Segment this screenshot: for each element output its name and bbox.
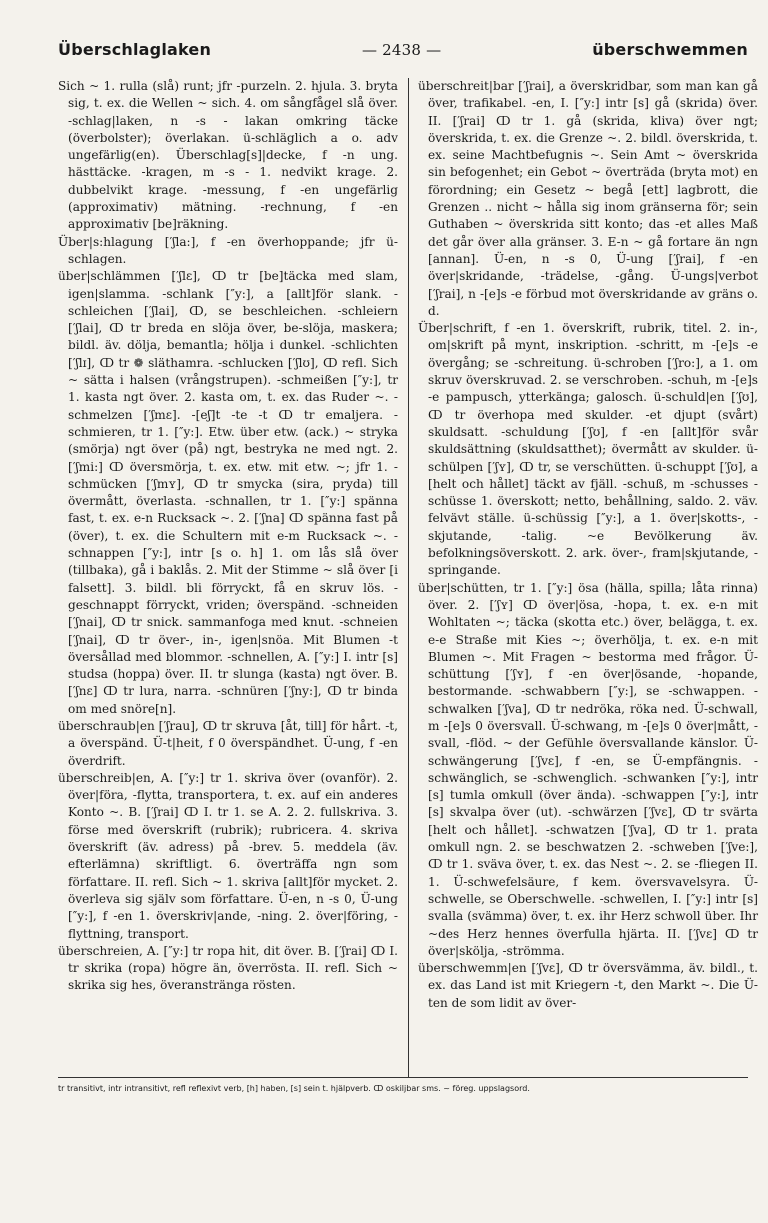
footer-divider — [58, 1077, 748, 1078]
dictionary-entry: Über|schrift, f -en 1. överskrift, rubrik, titel. 2. in-, om|skrift på mynt, inskription. -schritt, m -[e]s -e övergång; se -schreitung. ü-schroben [′ʃro:], a 1. om skruv överskruvad. 2. se verschroben. -schuh, m -[e]s -e pampusch, ytterkänga; galosch. ü-schuld|en [′ʃʊ], ↀ tr överhopa med skulder. -et djupt (svårt) skuldsatt. -schuldung [′ʃʊ], f -en [allt]för svår skuldsättning (skuldsatthet); övermått av skulder. ü-schülpen [′ʃʏ], ↀ tr, se verschütten. ü-schuppt [′ʃʊ], a [helt och hållet] täckt av fjäll. -schuß, m -schusses -schüsse 1. överskott; netto, behållning, saldo. 2. väv. felvävt ställe. ü-schüssig [″y:], a 1. över|skotts-, -skjutande, -talig. ~e Bevölkerung äv. befolkningsöverskott. 2. ark. över-, fram|skjutande, -springande. — [418, 321, 758, 578]
left-column — [58, 78, 398, 995]
header-first-word: Überschlaglaken — [58, 40, 212, 59]
page-number: — 2438 — — [361, 41, 442, 59]
page-header — [58, 40, 748, 59]
abbreviation-legend: tr transitivt, intr intransitivt, refl reflexivt verb, [h] haben, [s] sein t. hjälpverb. ↀ oskiljbar sms. ~ föreg. uppslagsord. — [58, 1084, 530, 1093]
right-column — [418, 78, 758, 1012]
column-divider — [408, 78, 409, 1078]
dictionary-page — [58, 40, 758, 1093]
dictionary-entry: Sich ~ 1. rulla (slå) runt; jfr -purzeln. 2. hjula. 3. bryta sig, t. ex. die Wellen ~ sich. 4. om sångfågel slå över. -schlag|laken, n -s - lakan omkring täcke (överbolster); överlakan. ü-schläglich a o. adv ungefärlig(en). Überschlag[s]|decke, f -n ung. hästtäcke. -kragen, m -s - 1. nedvikt krage. 2. dubbelvikt krage. -messung, f -en ungefärlig (approximativ) mätning. -rechnung, f -en approximativ [be]räkning. — [58, 79, 398, 232]
header-last-word: überschwemmen — [592, 40, 748, 59]
dictionary-entry: überschreib|en, A. [″y:] tr 1. skriva över (ovanför). 2. över|föra, -flytta, transportera, t. ex. auf ein anderes Konto ~. B. [′ʃrai] ↀ I. tr 1. se A. 2. 2. fullskriva. 3. förse med överskrift (rubrik); rubricera. 4. skriva överskrift (äv. adress) på -brev. 5. meddela (äv. efterlämna) skriftligt. 6. överträffa ngn som författare. II. refl. Sich ~ 1. skriva [allt]för mycket. 2. överleva sig själv som författare. Ü-en, n -s 0, Ü-ung [″y:], f -en 1. överskriv|ande, -ning. 2. över|föring, -flyttning, transport. — [58, 770, 398, 941]
two-column-body — [58, 78, 758, 1078]
dictionary-entry: überschraub|en [′ʃrau], ↀ tr skruva [åt, till] för hårt. -t, a överspänd. Ü-t|heit, f 0 överspändhet. Ü-ung, f -en överdrift. — [58, 718, 398, 768]
dictionary-entry: über|schlämmen [′ʃlɛ], ↀ tr [be]täcka med slam, igen|slamma. -schlank [″y:], a [allt]för slank. -schleichen [′ʃlai], ↀ, se beschleichen. -schleiern [′ʃlai], ↀ tr breda en slöja över, be-slöja, maskera; bildl. äv. dölja, bemantla; hölja i dunkel. -schlichten [′ʃlɪ], ↀ tr ❁ släthamra. -schlucken [′ʃlʊ], ↀ refl. Sich ~ sätta i halsen (vrångstrupen). -schmeißen [″y:], tr 1. kasta ngt över. 2. kasta om, t. ex. das Ruder ~. -schmelzen [′ʃmɛ]. -[eʃ]t -te -t ↀ tr emaljera. -schmieren, tr 1. [″y:]. Etw. über etw. (ack.) ~ stryka (smörja) ngt över (på) ngt, bestryka ne med ngt. 2. [′ʃmi:] ↀ översmörja, t. ex. etw. mit etw. ~; jfr 1. -schmücken [′ʃmʏ], ↀ tr smycka (sira, pryda) till övermått, överlasta. -schnallen, tr 1. [″y:] spänna fast, t. ex. e-n Rucksack ~. 2. [′ʃna] ↀ spänna fast på (över), t. ex. die Schultern mit e-m Rucksack ~. -schnappen [″y:], intr [s o. h] 1. om lås slå över (tillbaka), gå i baklås. 2. Mit der Stimme ~ slå över [i falsett]. 3. bildl. bli förryckt, få en skruv lös. -geschnappt förryckt, vriden; överspänd. -schneiden [′ʃnai], ↀ tr snick. sammanfoga med knut. -schneien [′ʃnai], ↀ tr över-, in-, igen|snöa. Mit Blumen -t översållad med blommor. -schnellen, A. [″y:] I. intr [s] studsa (hoppa) över. II. tr slunga (kasta) ngt över. B. [′ʃnɛ] ↀ tr lura, narra. -schnüren [′ʃny:], ↀ tr binda om med snöre[n]. — [58, 269, 398, 716]
dictionary-entry: überschreien, A. [″y:] tr ropa hit, dit över. B. [′ʃrai] ↀ I. tr skrika (ropa) högre än, överrösta. II. refl. Sich ~ skrika sig hes, överanstränga rösten. — [58, 943, 398, 993]
dictionary-entry: über|schütten, tr 1. [″y:] ösa (hälla, spilla; låta rinna) över. 2. [′ʃʏ] ↀ över|ösa, -hopa, t. ex. e-n mit Wohltaten ~; täcka (skotta etc.) över, belägga, t. ex. e-e Straße mit Kies ~; överhölja, t. ex. e-n mit Blumen ~. Mit Fragen ~ bestorma med frågor. Ü-schüttung [′ʃʏ], f -en över|ösande, -hopande, bestormande. -schwabbern [″y:], se -schwappen. -schwalken [′ʃva], ↀ tr nedröka, röka ned. Ü-schwall, m -[e]s 0 översvall. Ü-schwang, m -[e]s 0 över|mått, -svall, -flöd. ~ der Gefühle översvallande känslor. Ü-schwängerung [′ʃvɛ], f -en, se Ü-empfängnis. -schwänglich, se -schwenglich. -schwanken [″y:], intr [s] tumla omkull (över ända). -schwappen [″y:], intr [s] skvalpa över (ut). -schwärzen [′ʃvɛ], ↀ tr svärta [helt och hållet]. -schwatzen [′ʃva], ↀ tr 1. prata omkull ngn. 2. se beschwatzen 2. -schweben [′ʃve:], ↀ tr 1. sväva över, t. ex. das Nest ~. 2. se -fliegen II. 1. Ü-schwefelsäure, f kem. översvavelsyra. Ü-schwelle, se Oberschwelle. -schwellen, I. [″y:] intr [s] svalla (svämma) över, t. ex. ihr Herz schwoll über. Ihr ~des Herz hennes överfulla hjärta. II. [′ʃvɛ] ↀ tr över|skölja, -strömma. — [418, 580, 758, 958]
dictionary-entry: Über|s:hlagung [′ʃla:], f -en överhoppande; jfr ü-schlagen. — [58, 234, 398, 266]
dictionary-entry: überschreit|bar [′ʃrai], a överskridbar, som man kan gå över, trafikabel. -en, I. [″y:] intr [s] gå (skrida) över. II. [′ʃrai] ↀ tr 1. gå (skrida, kliva) över ngt; överskrida, t. ex. die Grenze ~. 2. bildl. överskrida, t. ex. seine Machtbefugnis ~. Sein Amt ~ överskrida sin befogenhet; ein Gebot ~ överträda (bryta mot) en förordning; ein Gesetz ~ begå [ett] lagbrott, die Grenzen .. nicht ~ hålla sig inom gränserna för; sein Guthaben ~ överskrida sitt konto; das -et alles Maß det går över alla gränser. 3. E-n ~ gå fortare än ngn [annan]. Ü-en, n -s 0, Ü-ung [′ʃrai], f -en över|skridande, -trädelse, -gång. Ü-ungs|verbot [′ʃrai], n -[e]s -e förbud mot överskridande av gräns o. d. — [418, 79, 758, 318]
dictionary-entry: überschwemm|en [′ʃvɛ], ↀ tr översvämma, äv. bildl., t. ex. das Land ist mit Kriegern -t, den Markt ~. Die Ü-ten de som lidit av över- — [418, 961, 758, 1010]
